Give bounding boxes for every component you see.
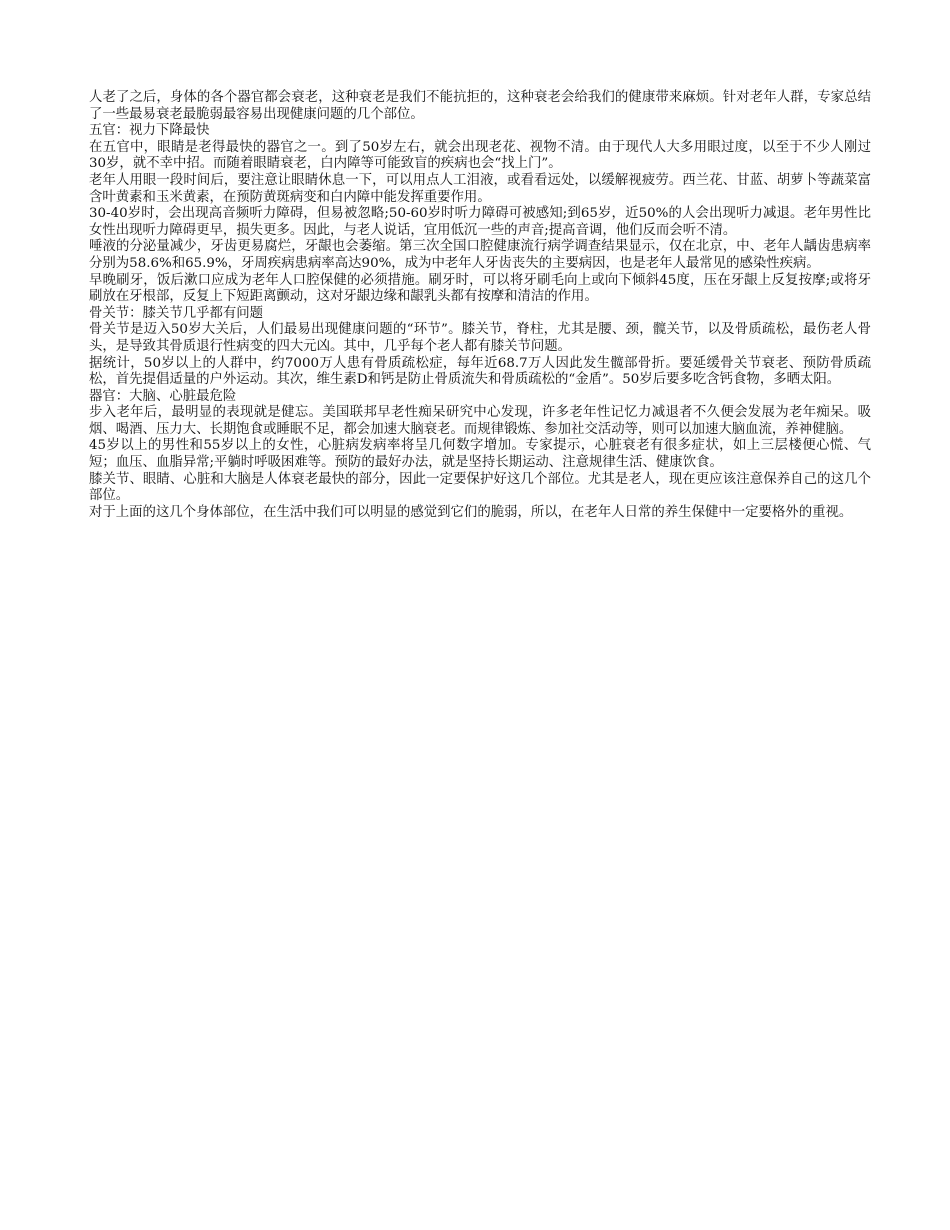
paragraph-joints: 骨关节是迈入50岁大关后，人们最易出现健康问题的“环节”。膝关节，脊柱，尤其是腰、颈，髋关节，以及骨质疏松，最伤老人骨头，是导致其骨质退行性病变的四大元凶。其中，几乎每个老人都有膝关节问题。: [89, 322, 871, 354]
paragraph-eyes: 在五官中，眼睛是老得最快的器官之一。到了50岁左右，就会出现老花、视物不清。由于现代人大多用眼过度，以至于不少人刚过30岁，就不幸中招。而随着眼睛衰老，白内障等可能致盲的疾病也会“找上门”。: [89, 139, 871, 172]
paragraph-brain: 步入老年后，最明显的表现就是健忘。美国联邦早老性痴呆研究中心发现，许多老年性记忆力减退者不久便会发展为老年痴呆。吸烟、喝酒、压力大、长期饱食或睡眠不足，都会加速大脑衰老。而规律锻炼、参加社交活动等，则可以加速大脑血流，养神健脑。: [89, 405, 871, 437]
paragraph-teeth: 唾液的分泌量减少，牙齿更易腐烂，牙龈也会萎缩。第三次全国口腔健康流行病学调查结果显示，仅在北京，中、老年人龋齿患病率分别为58.6%和65.9%，牙周疾病患病率高达90%，成为中老年人牙齿丧失的主要病因，也是老年人最常见的感染性疾病。: [89, 239, 871, 271]
section-heading-joints: 骨关节：膝关节几乎都有问题: [89, 305, 264, 321]
intro-paragraph: 人老了之后，身体的各个器官都会衰老，这种衰老是我们不能抗拒的，这种衰老会给我们的健康带来麻烦。针对老年人群，专家总结了一些最易衰老最脆弱最容易出现健康问题的几个部位。: [89, 90, 871, 122]
section-heading-organs: 器官：大脑、心脏最危险: [89, 388, 237, 404]
paragraph-conclusion: 对于上面的这几个身体部位，在生活中我们可以明显的感觉到它们的脆弱，所以，在老年人日常的养生保健中一定要格外的重视。: [89, 504, 853, 520]
section-heading-senses: 五官：视力下降最快: [89, 123, 210, 139]
paragraph-heart: 45岁以上的男性和55岁以上的女性，心脏病发病率将呈几何数字增加。专家提示，心脏衰老有很多症状，如上三层楼便心慌、气短；血压、血脂异常;平躺时呼吸困难等。预防的最好办法，就是坚持长期运动、注意规律生活、健康饮食。: [89, 438, 871, 471]
document-body: [89, 90, 871, 521]
paragraph-summary: 膝关节、眼睛、心脏和大脑是人体衰老最快的部分，因此一定要保护好这几个部位。尤其是老人，现在更应该注意保养自己的这几个部位。: [89, 471, 871, 504]
paragraph-osteoporosis: 据统计，50岁以上的人群中，约7000万人患有骨质疏松症，每年近68.7万人因此发生髋部骨折。要延缓骨关节衰老、预防骨质疏松，首先提倡适量的户外运动。其次，维生素D和钙是防止骨质流失和骨质疏松的“金盾”。50岁后要多吃含钙食物，多晒太阳。: [89, 355, 871, 388]
paragraph-hearing: 30-40岁时，会出现高音频听力障碍，但易被忽略;50-60岁时听力障碍可被感知;到65岁，近50%的人会出现听力减退。老年男性比女性出现听力障碍更早，损失更多。因此，与老人说话，宜用低沉一些的声音;提高音调，他们反而会听不清。: [89, 206, 871, 238]
paragraph-oral-care: 早晚刷牙，饭后漱口应成为老年人口腔保健的必须措施。刷牙时，可以将牙刷毛向上或向下倾斜45度，压在牙龈上反复按摩;或将牙刷放在牙根部，反复上下短距离颤动，这对牙龈边缘和龈乳头都有按摩和清洁的作用。: [89, 272, 871, 305]
paragraph-eye-care: 老年人用眼一段时间后，要注意让眼睛休息一下，可以用点人工泪液，或看看远处，以缓解视疲劳。西兰花、甘蓝、胡萝卜等蔬菜富含叶黄素和玉米黄素，在预防黄斑病变和白内障中能发挥重要作用。: [89, 172, 871, 205]
